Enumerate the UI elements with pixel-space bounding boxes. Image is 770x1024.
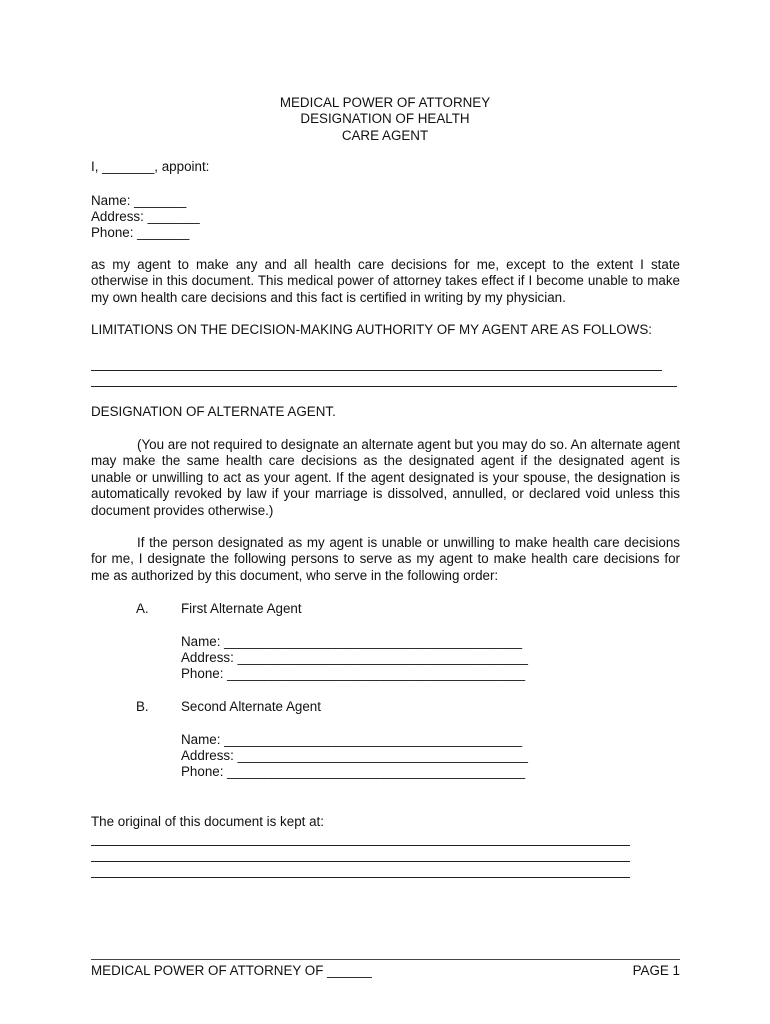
alternate-heading: DESIGNATION OF ALTERNATE AGENT. — [91, 404, 336, 419]
original-blank-line-2 — [91, 861, 630, 862]
second-alternate-marker: B. — [136, 699, 149, 714]
limitations-blank-line-2 — [91, 386, 677, 387]
footer-page-number: PAGE 1 — [632, 963, 680, 978]
second-alternate-name: Name: ________________________________________ — [181, 732, 523, 747]
agent-paragraph: as my agent to make any and all health care decisions for me, except to the extent I state otherwise in this document. This medical power of attorney takes effect if I become unable to make my own health care decisions and this fact is certified in writing by my physician. — [91, 257, 680, 305]
original-kept-label: The original of this document is kept at: — [91, 814, 324, 829]
document-title — [0, 95, 770, 144]
alternate-note: (You are not required to designate an alternate agent but you may do so. An alternate agent may make the same health care decisions as the designated agent if the designated agent is unable or unwilling to act as your agent. If the agent designated is your spouse, the designation is automatically revoked by law if your marriage is dissolved, annulled, or declared void unless this document provides otherwise.) — [91, 437, 680, 518]
title-line-1: MEDICAL POWER OF ATTORNEY — [279, 95, 491, 110]
first-alternate-phone: Phone: ________________________________________ — [181, 666, 526, 681]
limitations-blank-line-1 — [91, 370, 662, 371]
alternate-paragraph: If the person designated as my agent is unable or unwilling to make health care decisions for me, I designate the following persons to serve as my agent to make health care decisions for me as authorized by this document, who serve in the following order: — [91, 535, 680, 583]
title-line-3: CARE AGENT — [341, 127, 429, 143]
footer-left: MEDICAL POWER OF ATTORNEY OF ______ — [91, 963, 372, 978]
first-alternate-label: First Alternate Agent — [181, 601, 302, 616]
agent-name: Name: _______ — [91, 193, 187, 208]
first-alternate-name: Name: ________________________________________ — [181, 634, 523, 649]
second-alternate-label: Second Alternate Agent — [181, 699, 321, 714]
original-blank-line-3 — [91, 877, 630, 878]
agent-phone: Phone: _______ — [91, 225, 190, 240]
second-alternate-phone: Phone: ________________________________________ — [181, 764, 526, 779]
agent-address: Address: _______ — [91, 209, 200, 224]
title-line-2: DESIGNATION OF HEALTH — [300, 111, 470, 127]
second-alternate-address: Address: _______________________________________ — [181, 748, 529, 763]
footer-rule — [91, 959, 680, 960]
first-alternate-marker: A. — [136, 601, 149, 616]
first-alternate-address: Address: _______________________________________ — [181, 650, 529, 665]
original-blank-line-1 — [91, 845, 630, 846]
appoint-line: I, _______, appoint: — [91, 159, 210, 174]
limitations-heading: LIMITATIONS ON THE DECISION-MAKING AUTHORITY OF MY AGENT ARE AS FOLLOWS: — [91, 322, 653, 337]
